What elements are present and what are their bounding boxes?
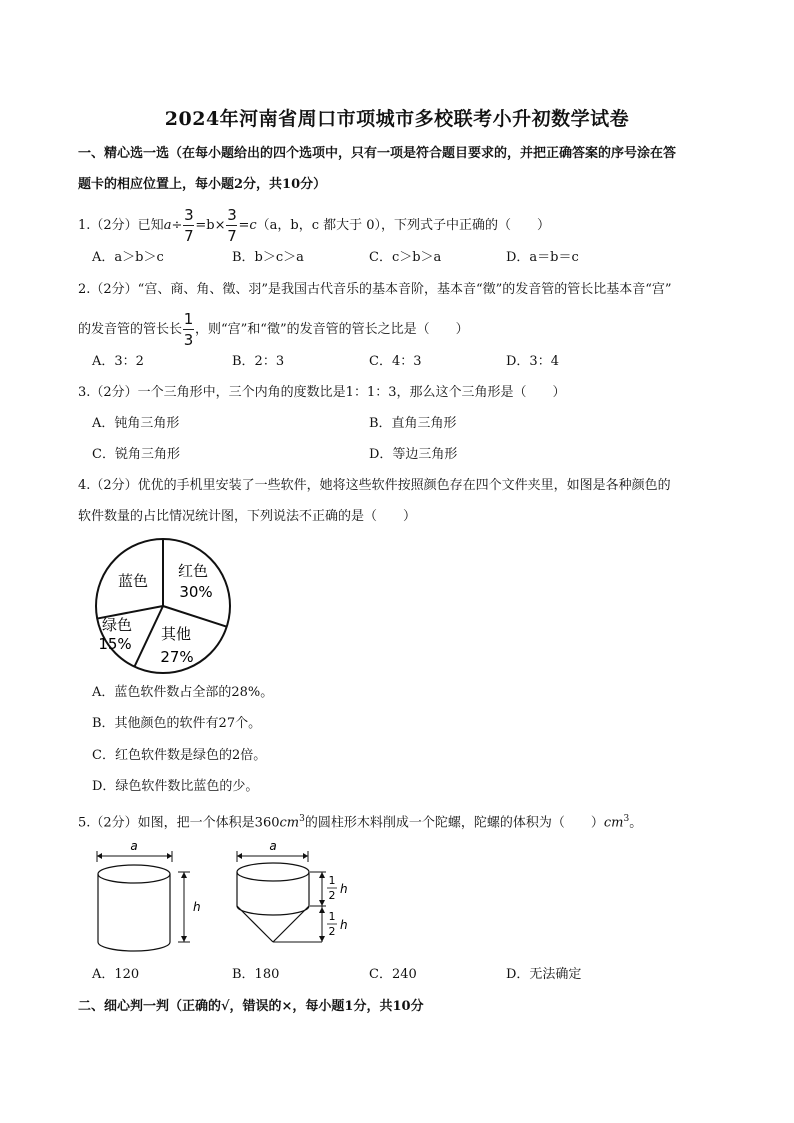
top-half-num-1: 1 xyxy=(328,874,336,887)
q1-frac1-num: 3 xyxy=(184,206,194,224)
q1-fraction-2 xyxy=(226,207,237,244)
q1-div-sign: ÷ xyxy=(171,218,183,233)
top-half-num-2: 1 xyxy=(328,910,336,923)
q5-unit-2: cm xyxy=(603,815,624,831)
slice-value-other: 27% xyxy=(160,648,194,666)
top-a-label: a xyxy=(269,839,277,853)
q3-option-a[interactable]: A．钝角三角形 xyxy=(92,416,180,431)
question-3-stem: 3.（2分）一个三角形中，三个内角的度数比是1：1：3，那么这个三角形是（ ） xyxy=(78,385,566,400)
q1-var-a: a xyxy=(163,218,172,233)
q1-fraction-1 xyxy=(183,207,194,244)
q4-option-c[interactable]: C．红色软件数是绿色的2倍。 xyxy=(92,748,267,763)
q1-option-b[interactable]: B．b＞c＞a xyxy=(232,250,304,265)
q1-frac1-den: 7 xyxy=(184,227,194,245)
top-h-label-2: h xyxy=(340,918,348,932)
q5-unit-1-exp: 3 xyxy=(299,814,305,824)
section2-heading: 二、细心判一判（正确的√，错误的×，每小题1分，共10分 xyxy=(78,999,424,1014)
top-half-den-1: 2 xyxy=(328,889,336,902)
q4-option-d[interactable]: D．绿色软件数比蓝色的少。 xyxy=(92,779,259,794)
slice-label-green: 绿色 xyxy=(101,616,133,634)
q2-text-b: ，则“宫”和“徵”的发音管的管长之比是（ ） xyxy=(195,322,469,337)
slice-label-other: 其他 xyxy=(160,625,192,643)
pie-slice-boundary-3 xyxy=(134,606,163,667)
q5-option-c[interactable]: C．240 xyxy=(369,967,417,982)
slice-value-green: 15% xyxy=(98,635,132,653)
question-5-stem xyxy=(78,810,642,832)
q5-text-pre: 5.（2分）如图，把一个体积是360 xyxy=(78,815,280,831)
q2-option-d[interactable]: D．3：4 xyxy=(506,354,559,369)
q2-text-a: 的发音管的管长长 xyxy=(78,322,183,337)
section1-heading-line1: 一、精心选一选（在每小题给出的四个选项中，只有一项是符合题目要求的，并把正确答案的序号涂在答 xyxy=(78,146,677,161)
pie-chart xyxy=(93,536,233,676)
slice-label-blue: 蓝色 xyxy=(117,572,149,590)
question-2-stem-line2 xyxy=(78,311,469,348)
q2-frac-den: 3 xyxy=(183,331,194,349)
q1-option-d[interactable]: D．a＝b＝c xyxy=(506,250,579,265)
top-half-den-2: 2 xyxy=(328,925,336,938)
q1-eq-b: =b× xyxy=(195,218,226,233)
q1-eq: = xyxy=(238,218,250,233)
q5-unit-2-exp: 3 xyxy=(623,814,630,824)
q3-option-b[interactable]: B．直角三角形 xyxy=(369,416,457,431)
q2-frac-num: 1 xyxy=(183,310,194,328)
cylinder-h-label: h xyxy=(193,900,201,914)
q3-option-d[interactable]: D．等边三角形 xyxy=(369,447,458,462)
q1-option-a[interactable]: A．a＞b＞c xyxy=(92,250,164,265)
pie-slice-boundary-2 xyxy=(163,606,227,627)
cylinder-a-label: a xyxy=(130,839,138,853)
cylinder-figure xyxy=(92,838,202,958)
slice-value-red: 30% xyxy=(179,583,213,601)
top-figure xyxy=(230,838,360,958)
q4-option-b[interactable]: B．其他颜色的软件有27个。 xyxy=(92,716,262,731)
q5-option-b[interactable]: B．180 xyxy=(232,967,280,982)
top-h-label-1: h xyxy=(340,882,348,896)
question-2-stem-line1: 2.（2分）“宫、商、角、徵、羽”是我国古代音乐的基本音阶，基本音“徵”的发音管的管长比基本音“宫” xyxy=(78,282,672,297)
q1-frac2-num: 3 xyxy=(227,206,237,224)
q1-number: 1.（2分）已知 xyxy=(78,218,164,233)
q2-option-c[interactable]: C．4：3 xyxy=(369,354,422,369)
q5-option-d[interactable]: D．无法确定 xyxy=(506,967,582,982)
q4-option-a[interactable]: A．蓝色软件数占全部的28%。 xyxy=(92,685,274,700)
q1-option-c[interactable]: C．c＞b＞a xyxy=(369,250,442,265)
question-4-stem-line2: 软件数量的占比情况统计图，下列说法不正确的是（ ） xyxy=(78,509,417,524)
q5-unit-1: cm xyxy=(279,815,300,831)
exam-title: 2024年河南省周口市项城市多校联考小升初数学试卷 xyxy=(164,108,630,130)
question-4-stem-line1: 4.（2分）优优的手机里安装了一些软件，她将这些软件按照颜色存在四个文件夹里，如图是各种颜色的 xyxy=(78,478,671,493)
q1-frac2-den: 7 xyxy=(227,227,237,245)
q2-fraction xyxy=(183,311,194,348)
q5-option-a[interactable]: A．120 xyxy=(92,967,140,982)
q2-option-a[interactable]: A．3：2 xyxy=(92,354,144,369)
q3-option-c[interactable]: C．锐角三角形 xyxy=(92,447,180,462)
slice-label-red: 红色 xyxy=(177,562,209,580)
section1-heading-line2: 题卡的相应位置上，每小题2分，共10分） xyxy=(78,177,327,192)
q5-text-mid: 的圆柱形木料削成一个陀螺，陀螺的体积为（ ） xyxy=(304,815,604,831)
q2-option-b[interactable]: B．2：3 xyxy=(232,354,285,369)
q5-text-end: 。 xyxy=(629,815,643,831)
q1-tail: （a，b，c 都大于 0），下列式子中正确的（ ） xyxy=(256,218,551,233)
question-1-stem xyxy=(78,207,550,244)
q1-var-c: c xyxy=(249,218,257,233)
